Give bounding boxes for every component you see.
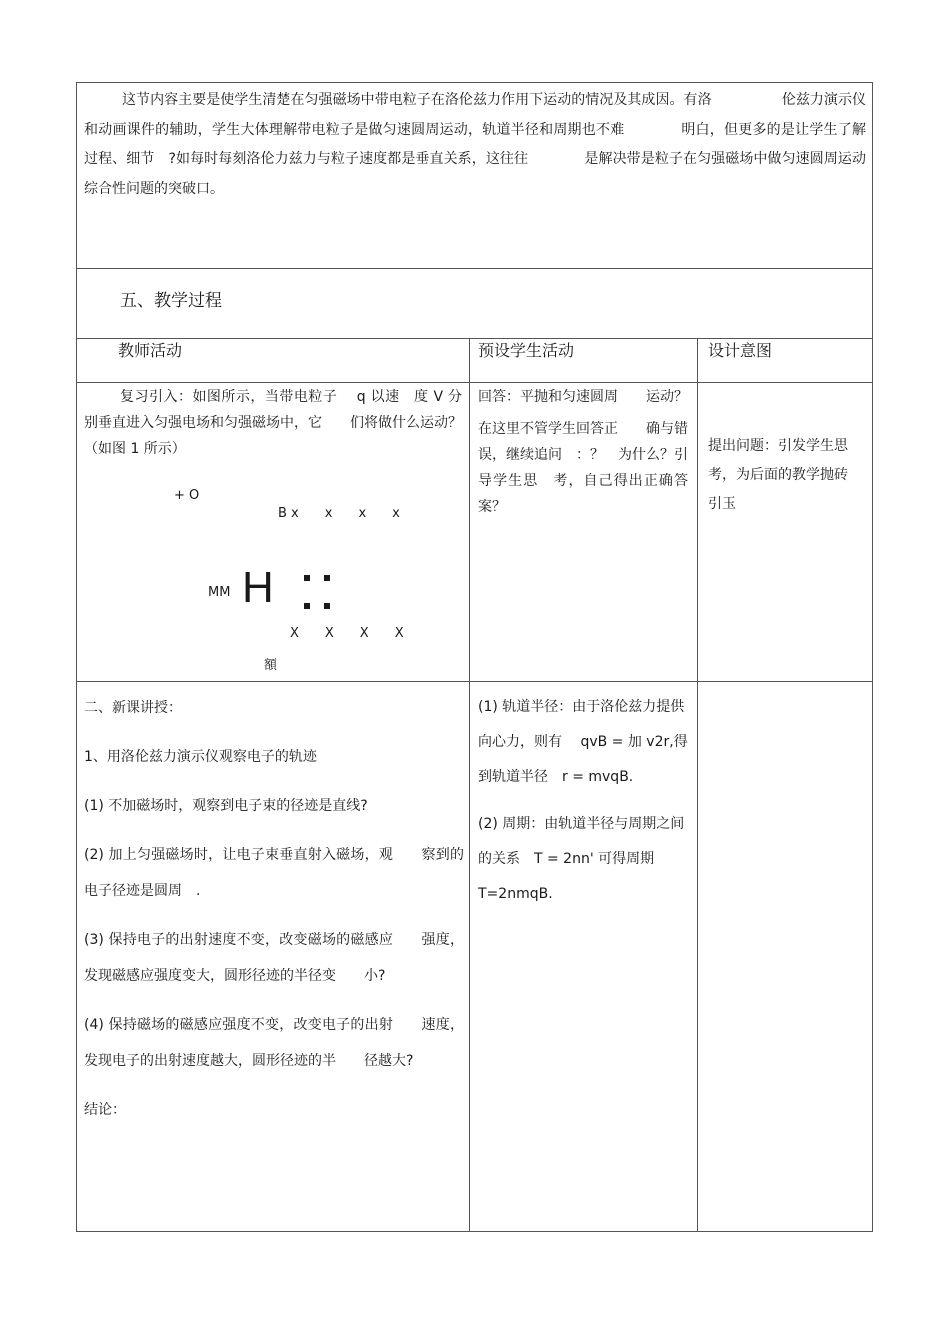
student-followup-text: 在这里不管学生回答正 确与错误，继续追问 ：？ 为什么？引导学生思 考，自己得出正确答案？ — [478, 421, 688, 515]
row-divider-header — [76, 382, 873, 383]
new-lesson-item: (4) 保持磁场的磁感应强度不变，改变电子的出射 速度，发现电子的出射速度越大，圆形径迹的半 径越大? — [84, 1017, 464, 1069]
new-lesson-item: 结论： — [84, 1102, 126, 1118]
review-intro-text: 复习引入：如图所示，当带电粒子 q 以速 度 V 分别垂直进入匀强电场和匀强磁场中，它 们将做什么运动？（如图 1 所示） — [84, 389, 462, 457]
table-bottom-border — [76, 1231, 873, 1232]
column-header-intent: 设计意图 — [708, 341, 773, 360]
design-intent-text: 提出问题：引发学生思考，为后面的教学抛砖引玉 — [708, 438, 848, 512]
derivation-cell — [478, 690, 688, 924]
student-answer-cell — [478, 384, 688, 526]
derivation-item: (1) 轨道半径：由于洛伦兹力提供向心力，则有 qvB = 加 v2r,得到轨道半径 r = mvqB. — [478, 699, 688, 785]
table-left-border — [76, 82, 77, 1232]
row-divider-intro — [76, 268, 873, 269]
figure-big-letter: H — [242, 563, 274, 612]
figure-caption: 額 — [264, 658, 278, 673]
new-lesson-item: 1、用洛伦兹力演示仪观察电子的轨迹 — [84, 749, 317, 765]
figure-dots-icon — [304, 575, 332, 613]
derivation-item: (2) 周期：由轨道半径与周期之间的关系 T = 2nn' 可得周期 T=2nmqB. — [478, 816, 685, 902]
new-lesson-item: (3) 保持电子的出射速度不变，改变磁场的磁感应 强度，发现磁感应强度变大，圆形径迹的半径变 小? — [84, 932, 464, 984]
figure-bottom-row: X X X X — [290, 626, 404, 641]
new-lesson-cell — [84, 690, 464, 1141]
column-header-student: 预设学生活动 — [478, 341, 575, 360]
new-lesson-item: 二、新课讲授： — [84, 700, 182, 716]
row-divider-row1 — [76, 681, 873, 682]
column-header-teacher: 教师活动 — [118, 341, 183, 360]
figure-left-label: MM — [208, 585, 231, 600]
figure-top-row: B x x x x — [278, 506, 400, 521]
intro-paragraph — [84, 86, 866, 204]
table-top-border — [76, 82, 873, 83]
row-divider-section — [76, 338, 873, 339]
column-divider-2 — [697, 338, 698, 1232]
figure-charge-label: + O — [174, 488, 200, 503]
column-divider-1 — [469, 338, 470, 1232]
intro-text: 这节内容主要是使学生清楚在匀强磁场中带电粒子在洛伦兹力作用下运动的情况及其成因。有洛 伦兹力演示仪和动画课件的辅助，学生大体理解带电粒子是做匀速圆周运动，轨道半径和周期也不难 明白，但更多的是让学生了解过程、细节 ?如每时每刻洛伦力兹力与粒子速度都是垂直关系，这往往 是解决带是粒子在匀强磁场中做匀速圆周运动综合性问题的突破口。 — [84, 92, 866, 197]
new-lesson-item: (1) 不加磁场时，观察到电子束的径迹是直线? — [84, 798, 368, 814]
student-answer-text: 回答：平抛和匀速圆周 运动？ — [478, 389, 688, 405]
review-intro-cell — [84, 384, 462, 462]
table-right-border — [872, 82, 873, 1232]
section-title: 五、教学过程 — [120, 291, 222, 311]
new-lesson-item: (2) 加上匀强磁场时，让电子束垂直射入磁场，观 察到的电子径迹是圆周 . — [84, 847, 464, 899]
